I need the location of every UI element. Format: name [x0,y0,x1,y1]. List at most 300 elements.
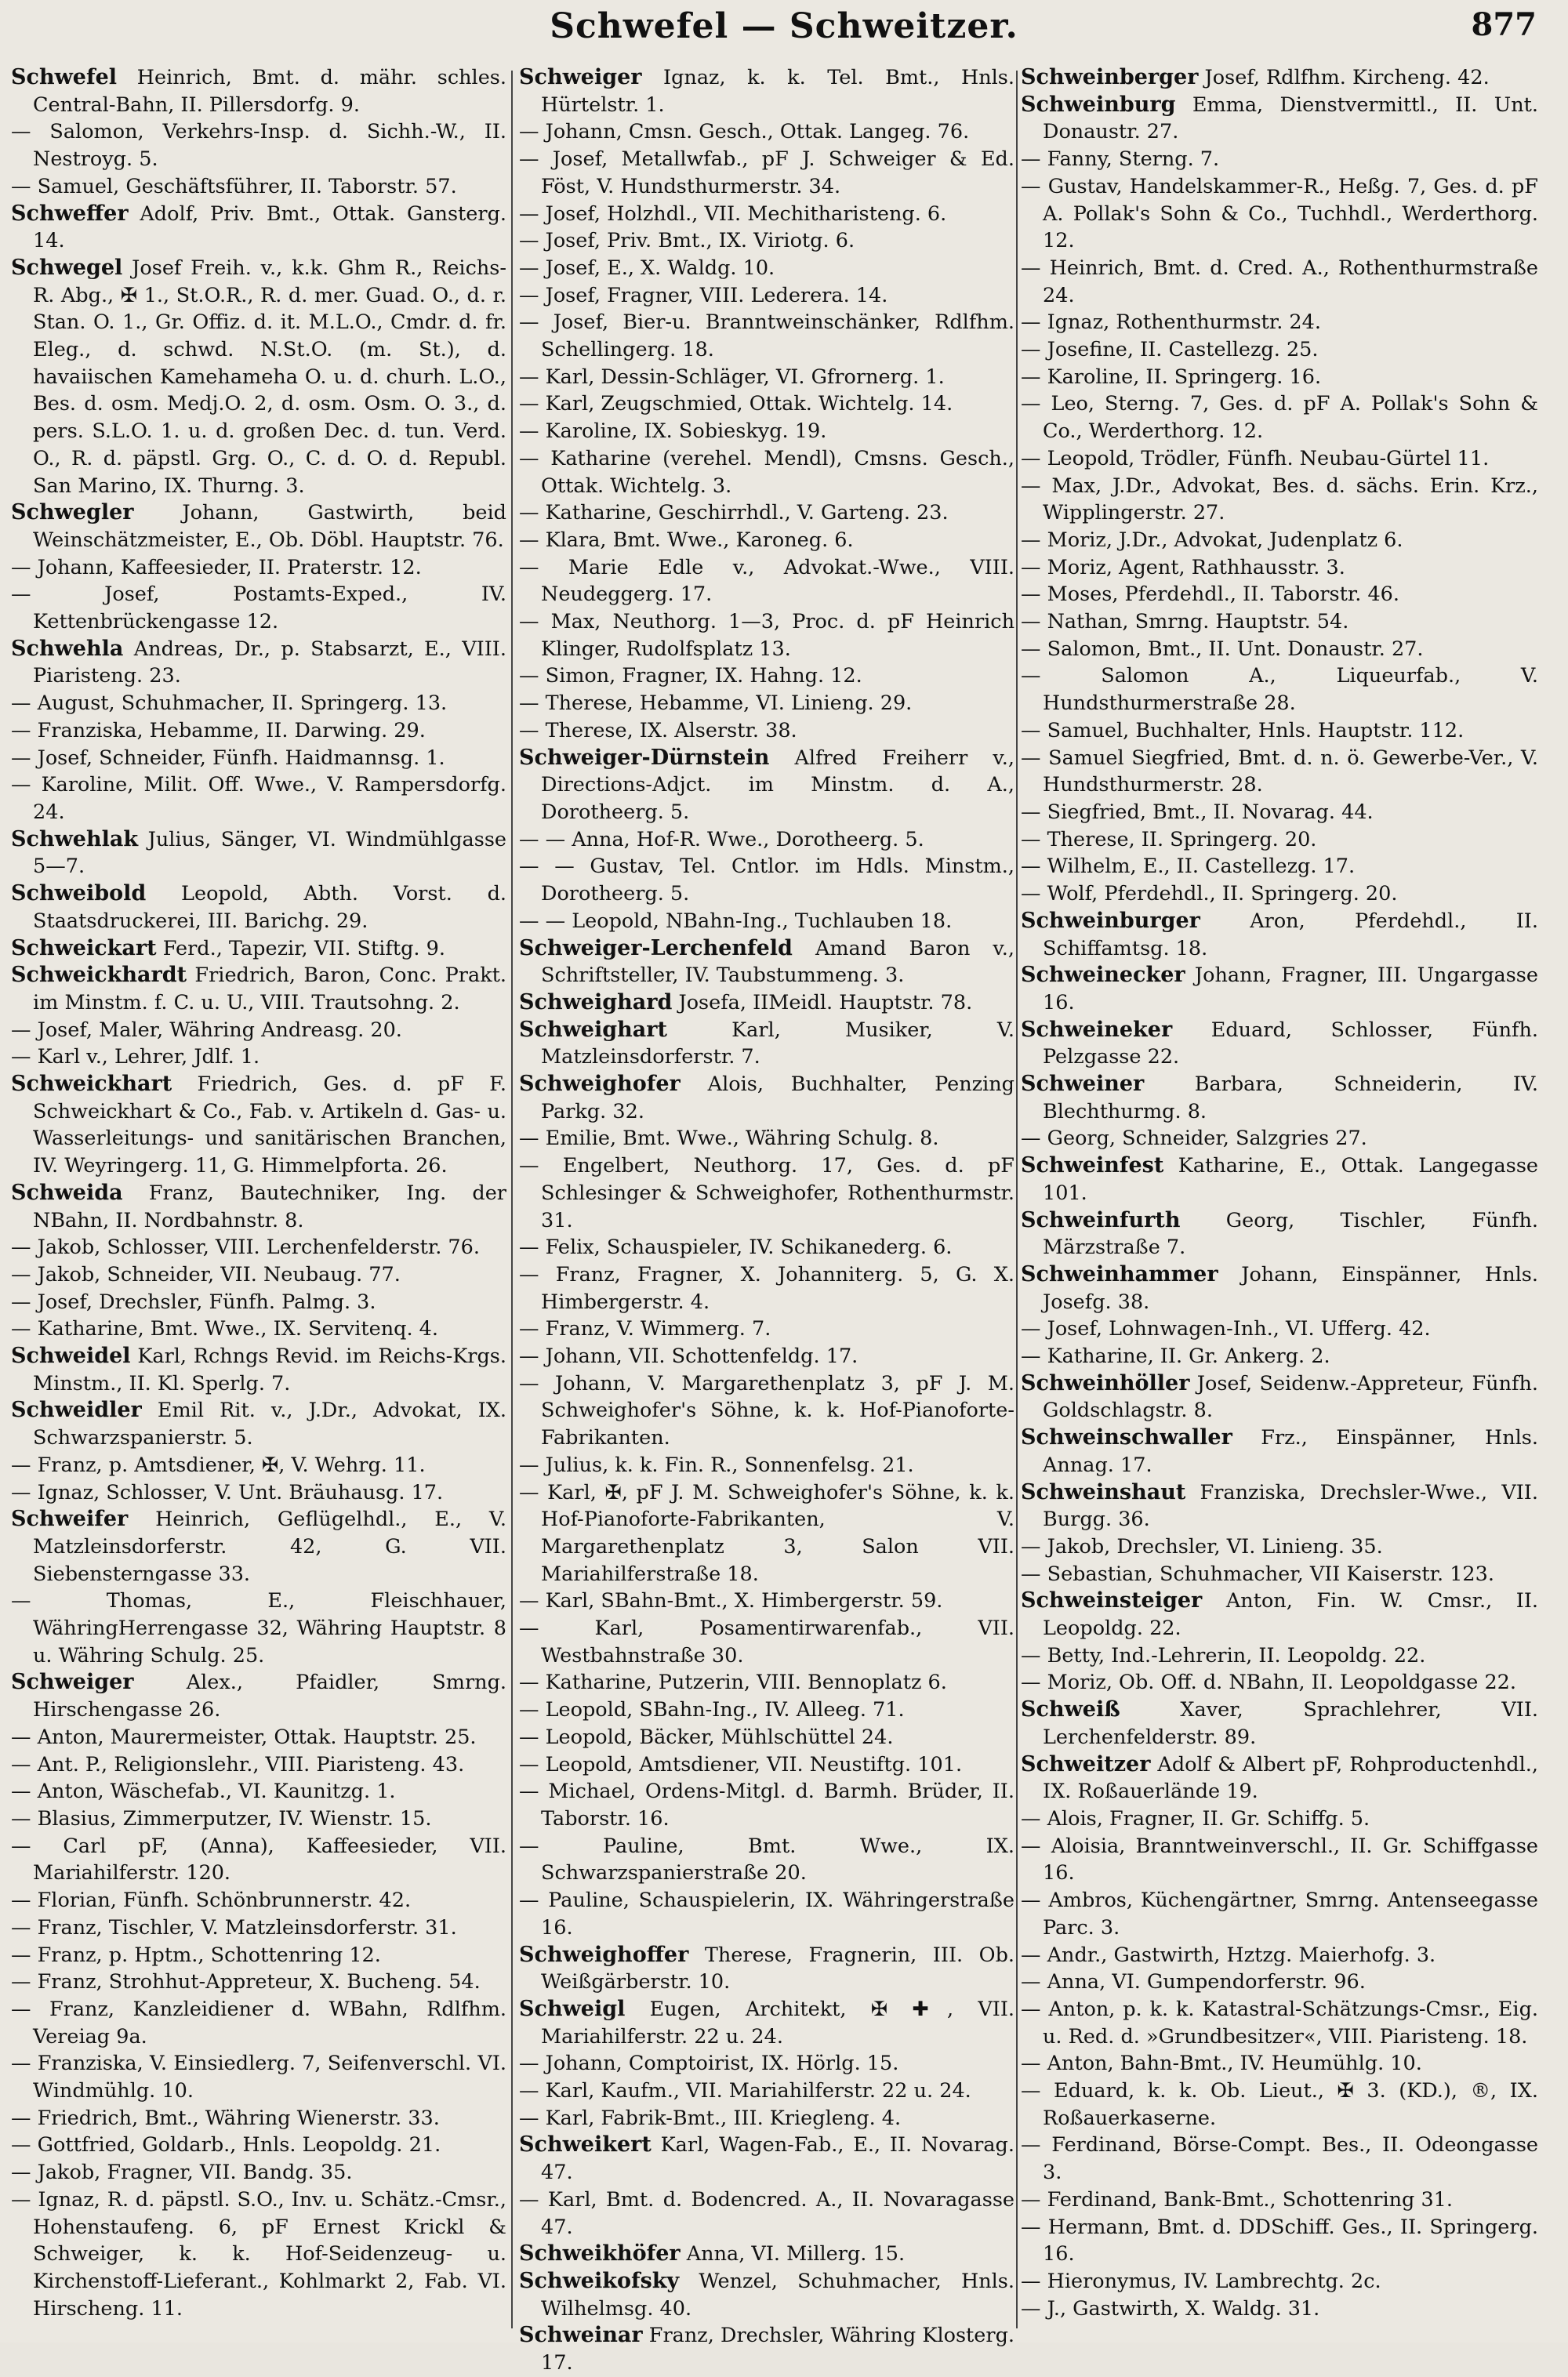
entry-text: Johann, Fragner, III. Ungargasse 16. [1043,964,1538,1014]
entry-text: — Therese, IX. Alserstr. 38. [519,718,797,742]
entry-text: — Klara, Bmt. Wwe., Karoneg. 6. [519,528,854,552]
directory-entry [11,1996,506,2050]
entry-text: — Moses, Pferdehdl., II. Taborstr. 46. [1021,582,1399,607]
directory-entry [11,554,506,582]
entry-surname: Schweiß [1021,1697,1120,1722]
entry-text: — Wolf, Pferdehdl., II. Springerg. 20. [1021,882,1398,906]
directory-entry [519,662,1014,690]
entry-surname: Schweiger [519,65,642,89]
directory-entry [11,880,506,934]
directory-entry [11,1833,506,1887]
directory-entry [519,390,1014,418]
entry-text: — Franz, Fragner, X. Johanniterg. 5, G. X. Himbergerstr. 4. [519,1262,1014,1314]
directory-entry [11,1316,506,1343]
directory-entry [1021,1017,1538,1071]
entry-text: — Karl, Kaufm., VII. Mariahilferstr. 22 u. 24. [519,2079,971,2103]
entry-text: Emma, Dienstvermittl., II. Unt. Donaustr. 27. [1043,93,1538,144]
entry-text: Eugen, Architekt, ✠ ✚, VII. Mariahilferstr. 22 u. 24. [541,1997,1014,2049]
entry-text: — Thomas, E., Fleischhauer, WähringHerrengasse 32, Währing Hauptstr. 8 u. Währing Schulg. 25. [11,1589,506,1668]
entry-text: — Julius, k. k. Fin. R., Sonnenfelsg. 21. [519,1453,914,1477]
entry-text: — Franz, p. Amtsdiener, ✠, V. Wehrg. 11. [11,1453,426,1477]
directory-entry [11,2186,506,2323]
directory-entry [1021,1588,1538,1642]
entry-text: — Ambros, Küchengärtner, Smrng. Antenseegasse Parc. 3. [1021,1889,1538,1940]
entry-text: — Pauline, Bmt. Wwe., IX. Schwarzspanierstraße 20. [519,1834,1014,1885]
entry-text: — Josef, Schneider, Fünfh. Haidmannsg. 1. [11,746,445,770]
entry-text: — August, Schuhmacher, II. Springerg. 13. [11,691,448,716]
directory-entry [11,771,506,826]
entry-text: — Johann, V. Margarethenplatz 3, pF J. M. Schweighofer's Söhne, k. k. Hof-Pianoforte-Fabrikanten. [519,1371,1014,1450]
directory-entry [11,201,506,255]
directory-entry [519,2078,1014,2105]
entry-text: Adolf, Priv. Bmt., Ottak. Gansterg. 14. [33,201,506,253]
entry-text: — Franz, Tischler, V. Matzleinsdorferstr. 31. [11,1915,457,1940]
directory-entry [519,1778,1014,1832]
entry-text: — Jakob, Drechsler, VI. Linieng. 35. [1021,1534,1383,1559]
directory-entry [519,608,1014,662]
entry-text: — Gustav, Handelskammer-R., Heßg. 7, Ges. d. pF A. Pollak's Sohn & Co., Tuchhdl., Werderthorg. 12. [1021,174,1538,253]
directory-entry [11,1343,506,1397]
entry-text: Josef Freih. v., k.k. Ghm R., Reichs-R. Abg., ✠ 1., St.O.R., R. d. mer. Guad. O., d. r. Stan. O. 1., Gr. Offiz. d. it. M.L.O., Cmdr. d. fr. Eleg., d. schwd. N.St.O. (m. St.), d. havaiischen Kamehameha O. u. d. churh. L.O., Bes. d. osm. Medj.O. 2, d. osm. Osm. O. 3., d. pers. S.L.O. 1. u. d. großen Dec. d. tun. Verd. O., R. d. päpstl. Grg. O., C. d. O. d. Republ. San Marino, IX. Thurng. 3. [33,256,506,498]
entry-surname: Schweickhardt [11,963,187,988]
directory-entry [11,1669,506,1723]
entry-text: Alois, Buchhalter, Penzing Parkg. 32. [541,1072,1014,1123]
directory-entry [11,1914,506,1942]
directory-entry [519,2268,1014,2322]
entry-text: — Felix, Schauspieler, IV. Schikanederg. 6. [519,1236,953,1260]
directory-entry [519,64,1014,118]
directory-entry [11,1969,506,1996]
entry-surname: Schweinburg [1021,92,1176,117]
entry-text: — Johann, Comptoirist, IX. Hörlg. 15. [519,2052,899,2076]
entry-text: Andreas, Dr., p. Stabsarzt, E., VIII. Piaristeng. 23. [33,637,506,688]
entry-text: Ignaz, k. k. Tel. Bmt., Hnls. Hürtelstr. 1. [541,66,1014,117]
directory-entry [519,908,1014,935]
directory-entry [519,1669,1014,1697]
entry-text: — Gottfried, Goldarb., Hnls. Leopoldg. 21. [11,2133,441,2157]
entry-text: — Karl, ✠, pF J. M. Schweighofer's Söhne, k. k. Hof-Pianoforte-Fabrikanten, V. Margarethenplatz 3, Salon VII. Mariahilferstraße 18. [519,1480,1014,1586]
entry-surname: Schweffer [11,201,129,226]
directory-entry [1021,309,1538,336]
directory-entry [519,1125,1014,1152]
column-divider [511,71,513,2328]
entry-text: Josefa, IIMeidl. Hauptstr. 78. [672,990,973,1014]
directory-entry [519,1615,1014,1669]
directory-entry [1021,745,1538,799]
entry-surname: Schweiger-Lerchenfeld [519,935,793,960]
entry-text: — Karl, Bmt. d. Bodencred. A., II. Novaragasse 47. [519,2187,1014,2239]
entry-text: — Katharine, Geschirrhdl., V. Garteng. 23. [519,501,949,525]
directory-entry [519,201,1014,228]
column-1 [11,64,506,2330]
entry-surname: Schweidler [11,1398,142,1423]
directory-entry [1021,2186,1538,2214]
entry-text: — Friedrich, Bmt., Währing Wienerstr. 33. [11,2106,440,2130]
entry-text: Alex., Pfaidler, Smrng. Hirschengasse 26. [33,1671,506,1722]
directory-entry [1021,608,1538,636]
entry-text: — Anton, Maurermeister, Ottak. Hauptstr. 25. [11,1725,477,1749]
directory-entry [1021,1642,1538,1670]
directory-entry [519,2241,1014,2268]
directory-entry [11,1479,506,1507]
directory-entry [11,1234,506,1261]
directory-entry [519,826,1014,854]
entry-text: — Leopold, Trödler, Fünfh. Neubau-Gürtel 11. [1021,446,1490,470]
entry-text: — Samuel, Geschäftsführer, II. Taborstr. 57. [11,174,457,198]
entry-text: — Betty, Ind.-Lehrerin, II. Leopoldg. 22. [1021,1643,1426,1668]
directory-entry [11,1942,506,1969]
entry-surname: Schweinberger [1021,65,1199,89]
entry-surname: Schweinhöller [1021,1370,1190,1395]
entry-text: — — Gustav, Tel. Cntlor. im Hdls. Minstm., Dorotheerg. 5. [519,855,1014,906]
entry-text: — Emilie, Bmt. Wwe., Währing Schulg. 8. [519,1127,939,1151]
directory-entry [519,1234,1014,1261]
entry-surname: Schweida [11,1180,123,1205]
directory-entry [1021,554,1538,582]
directory-entry [11,1588,506,1669]
directory-entry [11,1261,506,1289]
directory-entry [519,1452,1014,1479]
directory-entry [1021,92,1538,146]
entry-surname: Schweikert [519,2132,652,2157]
entry-text: Georg, Tischler, Fünfh. Märzstraße 7. [1043,1208,1538,1260]
directory-entry [1021,1996,1538,2050]
entry-text: Friedrich, Ges. d. pF F. Schweickhart & Co., Fab. v. Artikeln d. Gas- u. Wasserleitungs- und sanitärischen Branchen, IV. Weyringerg. 11, G. Himmelpforta. 26. [33,1072,506,1178]
entry-text: — Karl, Posamentirwarenfab., VII. Westbahnstraße 30. [519,1617,1014,1668]
directory-entry [11,636,506,690]
entry-text: — Josef, Priv. Bmt., IX. Viriotg. 6. [519,229,855,253]
entry-text: — Moriz, Ob. Off. d. NBahn, II. Leopoldgasse 22. [1021,1671,1517,1695]
entry-text: — Karoline, IX. Sobieskyg. 19. [519,419,827,444]
entry-surname: Schweickart [11,935,157,960]
directory-entry [11,2050,506,2104]
entry-text: — Josef, E., X. Waldg. 10. [519,256,775,280]
running-title: Schwefel — Schweitzer. [550,6,1018,46]
directory-entry [1021,527,1538,554]
entry-text: — Samuel Siegfried, Bmt. d. n. ö. Gewerbe-Ver., V. Hundsthurmerstr. 28. [1021,746,1538,797]
entry-text: — Andr., Gastwirth, Hztzg. Maierhofg. 3. [1021,1943,1436,1967]
directory-entry [1021,445,1538,473]
directory-entry [1021,1887,1538,1941]
entry-surname: Schweineker [1021,1017,1173,1042]
directory-entry [519,690,1014,717]
entry-surname: Schweickhart [11,1072,172,1097]
entry-text: Barbara, Schneiderin, IV. Blechthurmg. 8. [1043,1072,1538,1123]
directory-entry [519,1017,1014,1071]
entry-text: Eduard, Schlosser, Fünfh. Pelzgasse 22. [1043,1018,1538,1069]
entry-text: — Josef, Metallwfab., pF J. Schweiger & Ed. Föst, V. Hundsthurmerstr. 34. [519,147,1014,198]
directory-entry [11,1071,506,1180]
entry-surname: Schwefel [11,65,118,89]
entry-surname: Schweikhöfer [519,2241,681,2266]
entry-text: — Anton, p. k. k. Katastral-Schätzungs-Cmsr., Eig. u. Red. d. »Grundbesitzer«, VIII. Piaristeng. 18. [1021,1997,1538,2049]
entry-text: Adolf & Albert pF, Rohproductenhdl., IX. Roßauerlände 19. [1043,1752,1538,1804]
entry-text: — Karoline, II. Springerg. 16. [1021,365,1322,389]
entry-text: Alfred Freiherr v., Directions-Adjct. im Minstm. d. A., Dorotheerg. 5. [541,746,1014,824]
entry-text: — Alois, Fragner, II. Gr. Schiffg. 5. [1021,1807,1370,1831]
entry-text: Leopold, Abth. Vorst. d. Staatsdruckerei, III. Barichg. 29. [33,882,506,933]
entry-surname: Schweinhammer [1021,1261,1218,1286]
directory-entry [11,499,506,553]
entry-text: — Jakob, Schlosser, VIII. Lerchenfelderstr. 76. [11,1236,480,1260]
entry-text: Friedrich, Baron, Conc. Prakt. im Minstm. f. C. u. U., VIII. Trautsohng. 2. [33,964,506,1014]
entry-text: — Leopold, SBahn-Ing., IV. Alleeg. 71. [519,1698,905,1722]
entry-surname: Schweighart [519,1017,667,1042]
directory-entry [519,118,1014,146]
directory-entry [11,935,506,963]
entry-text: — Ferdinand, Börse-Compt. Bes., II. Odeongasse 3. [1021,2133,1538,2185]
entry-text: — Salomon A., Liqueurfab., V. Hundsthurmerstraße 28. [1021,664,1538,716]
directory-entry [1021,1125,1538,1152]
directory-entry [519,1942,1014,1996]
entry-text: — Moriz, Agent, Rathhausstr. 3. [1021,555,1345,579]
directory-entry [1021,662,1538,717]
entry-text: — Georg, Schneider, Salzgries 27. [1021,1127,1367,1151]
directory-entry [519,2050,1014,2078]
directory-entry [1021,1316,1538,1343]
entry-text: — Jakob, Fragner, VII. Bandg. 35. [11,2161,353,2185]
entry-text: Katharine, E., Ottak. Langegasse 101. [1043,1154,1538,1205]
entry-text: Johann, Einspänner, Hnls. Josefg. 38. [1043,1262,1538,1314]
entry-text: — Max, Neuthorg. 1—3, Proc. d. pF Heinrich Klinger, Rudolfsplatz 13. [519,610,1014,661]
entry-text: Wenzel, Schuhmacher, Hnls. Wilhelmsg. 40. [541,2269,1014,2321]
directory-entry [1021,1261,1538,1316]
entry-text: — Franz, V. Wimmerg. 7. [519,1317,771,1341]
entry-text: Amand Baron v., Schriftsteller, IV. Taubstummeng. 3. [541,936,1014,988]
entry-text: Franz, Drechsler, Währing Klosterg. 17. [541,2324,1014,2375]
entry-text: Emil Rit. v., J.Dr., Advokat, IX. Schwarzspanierstr. 5. [33,1399,506,1450]
entry-text: — Pauline, Schauspielerin, IX. Währingerstraße 16. [519,1889,1014,1940]
directory-entry [1021,1424,1538,1479]
directory-entry [1021,1343,1538,1370]
directory-entry [11,118,506,172]
entry-text: — Ignaz, Rothenthurmstr. 24. [1021,310,1321,335]
entry-text: — Josef, Maler, Währing Andreasg. 20. [11,1018,402,1042]
directory-entry [1021,473,1538,527]
directory-entry [11,1180,506,1234]
directory-entry [11,1506,506,1588]
directory-entry [519,1996,1014,2050]
directory-entry [1021,2295,1538,2323]
directory-entry [519,853,1014,907]
directory-entry [1021,1942,1538,1969]
entry-text: — Johann, VII. Schottenfeldg. 17. [519,1345,858,1369]
entry-text: Anna, VI. Millerg. 15. [680,2242,906,2266]
entry-surname: Schweiner [1021,1072,1145,1097]
directory-entry [519,1343,1014,1370]
entry-text: — Eduard, k. k. Ob. Lieut., ✠ 3. (KD.), ®, IX. Roßauerkaserne. [1021,2079,1538,2130]
entry-text: — Engelbert, Neuthorg. 17, Ges. d. pF Schlesinger & Schweighofer, Rothenthurmstr. 31. [519,1154,1014,1232]
entry-surname: Schweinfest [1021,1153,1164,1178]
directory-entry [1021,2132,1538,2186]
entry-surname: Schweitzer [1021,1751,1151,1776]
entry-text: — Katharine, Putzerin, VIII. Bennoplatz 6. [519,1671,947,1695]
directory-entry [11,1452,506,1479]
directory-entry [519,499,1014,527]
entry-text: Ferd., Tapezir, VII. Stiftg. 9. [156,936,445,960]
directory-entry [519,1370,1014,1452]
entry-text: — Salomon, Verkehrs-Insp. d. Sichh.-W., II. Nestroyg. 5. [11,120,506,172]
entry-surname: Schwegel [11,255,123,280]
directory-entry [519,1152,1014,1234]
entry-text: — Franz, p. Hptm., Schottenring 12. [11,1943,381,1967]
entry-text: Josef, Seidenw.-Appreteur, Fünfh. Goldschlagstr. 8. [1043,1371,1538,1423]
directory-entry [519,935,1014,989]
directory-entry [519,1751,1014,1779]
directory-entry [1021,2078,1538,2132]
directory-entry [519,527,1014,554]
directory-entry [11,1017,506,1044]
entry-text: Therese, Fragnerin, III. Ob. Weißgärberstr. 10. [541,1943,1014,1994]
entry-text: Karl, Wagen-Fab., E., II. Novarag. 47. [541,2133,1014,2185]
directory-entry [519,309,1014,363]
entry-text: — Josef, Postamts-Exped., IV. Kettenbrückengasse 12. [11,582,506,634]
entry-surname: Schweinecker [1021,963,1185,988]
directory-entry [519,989,1014,1017]
directory-entry [11,962,506,1016]
directory-entry [1021,853,1538,880]
directory-entry [1021,1751,1538,1805]
entry-text: — Josef, Bier-u. Branntweinschänker, Rdlfhm. Schellingerg. 18. [519,310,1014,362]
entry-surname: Schweiger [11,1670,134,1695]
directory-entry [519,1479,1014,1588]
directory-entry [519,146,1014,200]
directory-entry [519,745,1014,826]
directory-entry [1021,2214,1538,2268]
column-3 [1021,64,1538,2330]
entry-text: — Ignaz, R. d. päpstl. S.O., Inv. u. Schätz.-Cmsr., Hohenstaufeng. 6, pF Ernest Krickl & Schweiger, k. k. Hof-Seidenzeug- u. Kirchenstoff-Lieferant., Kohlmarkt 2, Fab. VI. Hirscheng. 11. [11,2187,506,2321]
entry-text: — Florian, Fünfh. Schönbrunnerstr. 42. [11,1889,412,1913]
entry-text: — Josef, Lohnwagen-Inh., VI. Ufferg. 42. [1021,1317,1431,1341]
directory-entry [11,1778,506,1805]
directory-entry [1021,799,1538,826]
directory-entry [11,581,506,635]
entry-text: — Therese, Hebamme, VI. Linieng. 29. [519,691,913,716]
directory-entry [519,1724,1014,1751]
entry-surname: Schweighofer [519,1072,681,1097]
entry-text: — Johann, Kaffeesieder, II. Praterstr. 12. [11,555,422,579]
directory-entry [519,1071,1014,1125]
entry-surname: Schweibold [11,881,147,906]
directory-entry [519,255,1014,282]
entry-text: — Franziska, Hebamme, II. Darwing. 29. [11,718,426,742]
entry-text: — Nathan, Smrng. Hauptstr. 54. [1021,610,1349,634]
entry-text: — Fanny, Sterng. 7. [1021,147,1220,172]
entry-text: — Franz, Kanzleidiener d. WBahn, Rdlfhm. Vereiag 9a. [11,1997,506,2049]
entry-surname: Schweinshaut [1021,1479,1186,1504]
entry-surname: Schweinsteiger [1021,1588,1203,1613]
column-divider [1016,71,1018,2328]
entry-text: — Anna, VI. Gumpendorferstr. 96. [1021,1970,1366,1994]
entry-text: Karl, Rchngs Revid. im Reichs-Krgs. Minstm., II. Kl. Sperlg. 7. [33,1345,506,1395]
directory-entry [1021,390,1538,445]
directory-entry [11,1751,506,1779]
directory-entry [519,1588,1014,1615]
entry-surname: Schweiger-Dürnstein [519,745,770,770]
entry-text: — Franziska, V. Einsiedlerg. 7, Seifenverschl. VI. Windmühlg. 10. [11,2052,506,2103]
entry-text: — Karl, SBahn-Bmt., X. Himbergerstr. 59. [519,1589,943,1613]
entry-text: — Josef, Drechsler, Fünfh. Palmg. 3. [11,1290,376,1314]
entry-surname: Schweifer [11,1507,129,1532]
entry-text: — — Anna, Hof-R. Wwe., Dorotheerg. 5. [519,827,924,851]
entry-text: Franziska, Drechsler-Wwe., VII. Burgg. 36. [1043,1480,1538,1532]
entry-surname: Schweighoffer [519,1942,689,1967]
entry-surname: Schweighard [519,989,673,1014]
directory-entry [1021,2050,1538,2078]
entry-text: — Anton, Bahn-Bmt., IV. Heumühlg. 10. [1021,2052,1422,2076]
entry-text: — Karl, Dessin-Schläger, VI. Gfrornerg. 1. [519,365,945,389]
entry-text: — Therese, II. Springerg. 20. [1021,827,1317,851]
directory-entry [1021,636,1538,663]
directory-entry [11,717,506,745]
directory-entry [519,1316,1014,1343]
directory-entry [1021,1697,1538,1751]
directory-entry [11,1805,506,1833]
entry-text: — Anton, Wäschefab., VI. Kaunitzg. 1. [11,1780,396,1804]
column-2 [519,64,1014,2375]
directory-entry [519,418,1014,445]
directory-entry [11,1289,506,1316]
entry-text: Frz., Einspänner, Hnls. Annag. 17. [1043,1426,1538,1477]
entry-text: — Leo, Sterng. 7, Ges. d. pF A. Pollak's Sohn & Co., Werderthorg. 12. [1021,392,1538,444]
entry-text: — Marie Edle v., Advokat.-Wwe., VIII. Neudeggerg. 17. [519,555,1014,607]
entry-text: — Karoline, Milit. Off. Wwe., V. Rampersdorfg. 24. [11,773,506,824]
directory-entry [1021,1479,1538,1533]
entry-text: — Aloisia, Branntweinverschl., II. Gr. Schiffgasse 16. [1021,1834,1538,1885]
entry-text: — Wilhelm, E., II. Castellezg. 17. [1021,855,1356,879]
entry-text: — Ferdinand, Bank-Bmt., Schottenring 31. [1021,2187,1454,2212]
entry-text: — Josef, Fragner, VIII. Lederera. 14. [519,283,888,307]
directory-entry [1021,717,1538,745]
entry-text: — Leopold, Bäcker, Mühlschüttel 24. [519,1725,894,1749]
entry-text: Heinrich, Geflügelhdl., E., V. Matzleinsdorferstr. 42, G. VII. Siebensterngasse 33. [33,1508,506,1586]
entry-text: — Salomon, Bmt., II. Unt. Donaustr. 27. [1021,637,1424,661]
entry-text: Aron, Pferdehdl., II. Schiffamtsg. 18. [1043,909,1538,960]
entry-text: Karl, Musiker, V. Matzleinsdorferstr. 7. [541,1018,1014,1069]
page-number: 877 [1471,6,1537,43]
directory-entry [1021,364,1538,391]
entry-text: — Blasius, Zimmerputzer, IV. Wienstr. 15. [11,1807,432,1831]
directory-entry [1021,826,1538,854]
directory-entry [1021,1370,1538,1424]
directory-entry [1021,1152,1538,1207]
directory-entry [11,173,506,201]
directory-entry [1021,880,1538,908]
directory-entry [519,2186,1014,2241]
entry-surname: Schwegler [11,500,134,525]
directory-entry [1021,1561,1538,1588]
entry-text: — J., Gastwirth, X. Waldg. 31. [1021,2296,1320,2321]
entry-text: — Siegfried, Bmt., II. Novarag. 44. [1021,800,1374,824]
directory-entry [519,227,1014,255]
entry-text: — Ant. P., Religionslehr., VIII. Piaristeng. 43. [11,1752,465,1776]
entry-text: Josef, Rdlfhm. Kircheng. 42. [1198,66,1490,89]
directory-entry [11,1043,506,1071]
directory-entry [11,1724,506,1751]
directory-entry [519,1261,1014,1316]
entry-text: — Carl pF, (Anna), Kaffeesieder, VII. Mariahilferstr. 120. [11,1834,506,1885]
directory-entry [1021,2268,1538,2295]
directory-entry [1021,64,1538,92]
entry-surname: Schweikofsky [519,2268,680,2293]
directory-entry [519,1833,1014,1887]
entry-text: Xaver, Sprachlehrer, VII. Lerchenfelderstr. 89. [1043,1698,1538,1749]
directory-entry [11,826,506,880]
entry-text: — Heinrich, Bmt. d. Cred. A., Rothenthurmstraße 24. [1021,256,1538,307]
entry-text: — Leopold, Amtsdiener, VII. Neustiftg. 101. [519,1752,963,1776]
directory-entry [519,554,1014,608]
directory-entry [11,745,506,772]
